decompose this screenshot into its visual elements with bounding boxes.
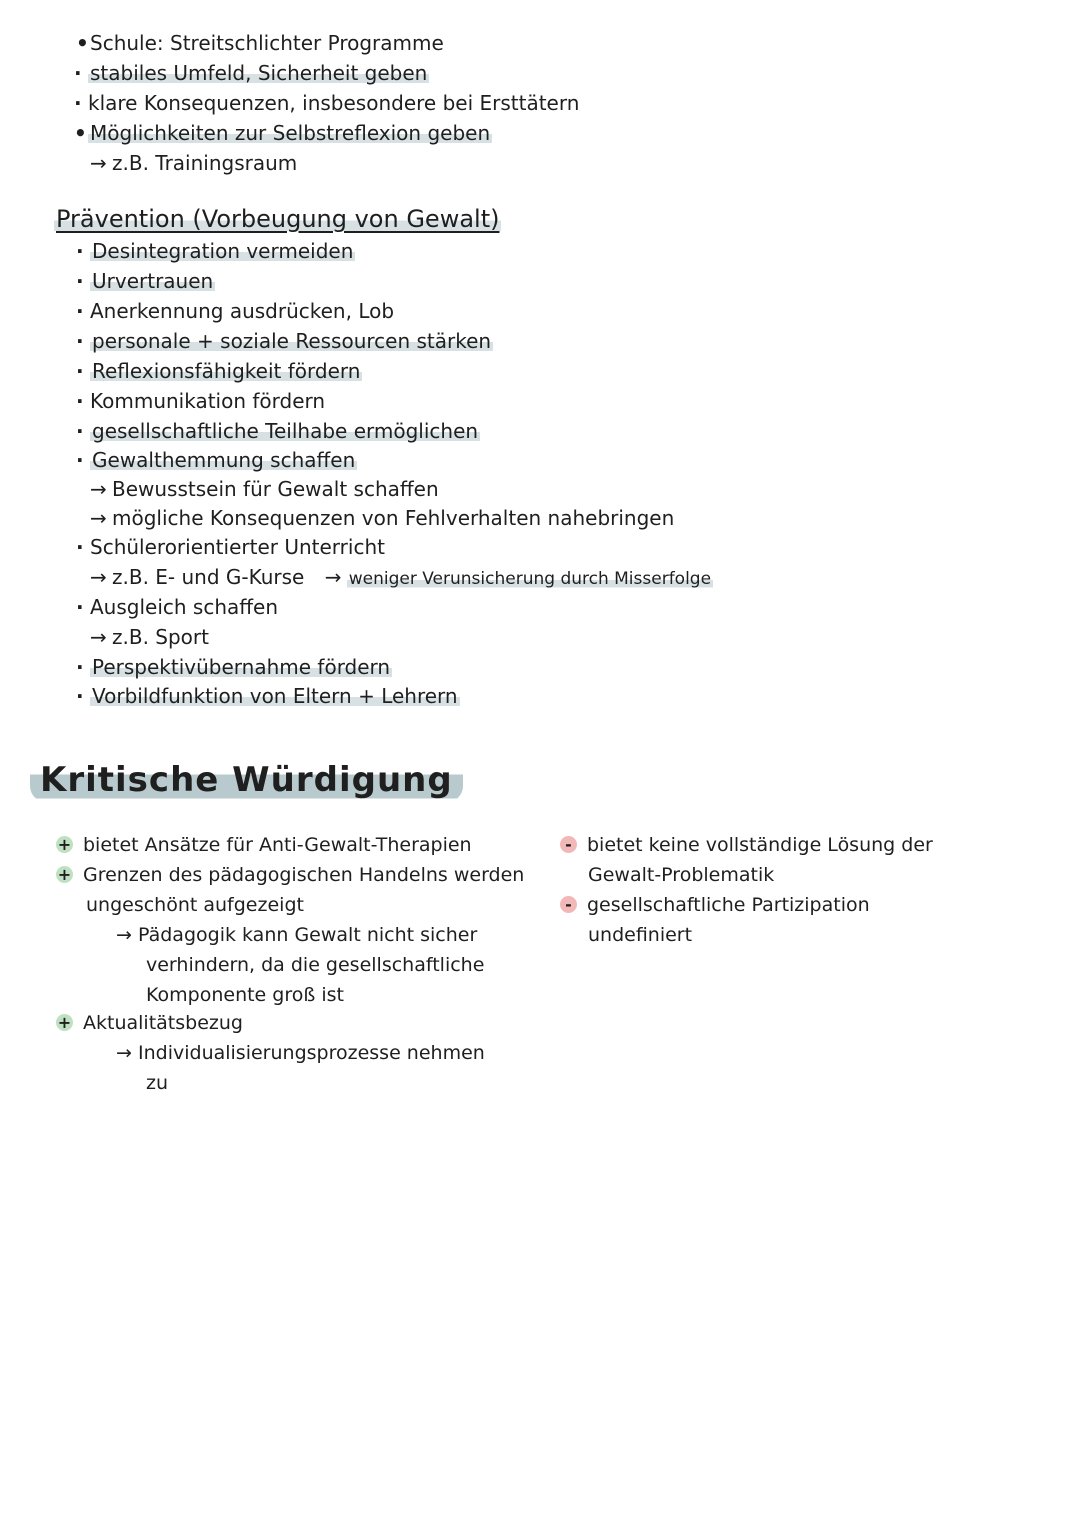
list-item: · gesellschaftliche Teilhabe ermöglichen — [76, 419, 479, 443]
arrow-icon: → — [90, 565, 107, 589]
list-item: · Reflexionsfähigkeit fördern — [76, 359, 361, 383]
con-item-continued: Gewalt-Problematik — [588, 864, 775, 886]
list-item: → z.B. Trainingsraum — [90, 151, 298, 175]
list-item: · Kommunikation fördern — [76, 389, 326, 413]
pro-subitem-continued: zu — [146, 1072, 169, 1094]
page-title: Kritische Würdigung — [30, 758, 463, 802]
pro-item: + Aktualitätsbezug — [57, 1012, 243, 1034]
list-item: · Schülerorientierter Unterricht — [76, 535, 385, 559]
con-item: - bietet keine vollständige Lösung der — [560, 832, 933, 858]
pro-subitem-continued: Komponente groß ist — [146, 984, 344, 1006]
list-item: · personale + soziale Ressourcen stärken — [76, 329, 492, 353]
list-item: · Vorbildfunktion von Eltern + Lehrern — [76, 684, 458, 708]
pro-item: + Grenzen des pädagogischen Handelns werden — [57, 864, 525, 886]
arrow-icon: → — [116, 1042, 132, 1064]
pro-item-continued: ungeschönt aufgezeigt — [86, 894, 304, 916]
plus-icon: + — [57, 835, 72, 854]
pro-item: + bietet Ansätze für Anti-Gewalt-Therapien — [57, 834, 472, 856]
list-item: · Desintegration vermeiden — [76, 239, 354, 263]
list-item: · Ausgleich schaffen — [76, 595, 279, 619]
arrow-icon: → — [90, 151, 107, 175]
section-heading: Prävention (Vorbeugung von Gewalt) — [56, 205, 500, 233]
list-item: → mögliche Konsequenzen von Fehlverhalten nahebringen — [90, 506, 675, 530]
list-item: · klare Konsequenzen, insbesondere bei Ersttätern — [74, 91, 580, 115]
plus-icon: + — [57, 865, 72, 884]
arrow-icon: → — [90, 625, 107, 649]
arrow-icon: → — [116, 924, 132, 946]
list-item: · Perspektivübernahme fördern — [76, 655, 391, 679]
list-item: · Gewalthemmung schaffen — [76, 448, 356, 472]
list-item: · Anerkennung ausdrücken, Lob — [76, 299, 395, 323]
plus-icon: + — [57, 1013, 72, 1032]
pro-subitem: → Pädagogik kann Gewalt nicht sicher — [116, 924, 478, 946]
list-item: •Schule: Streitschlichter Programme — [76, 31, 444, 55]
list-item: · stabiles Umfeld, Sicherheit geben — [74, 61, 428, 85]
con-item-continued: undefiniert — [588, 924, 693, 946]
list-item: → Bewusstsein für Gewalt schaffen — [90, 477, 439, 501]
pro-subitem-continued: verhindern, da die gesellschaftliche — [146, 954, 485, 976]
list-item: · Urvertrauen — [76, 269, 214, 293]
con-item: - gesellschaftliche Partizipation — [560, 892, 870, 918]
pro-subitem: → Individualisierungsprozesse nehmen — [116, 1042, 485, 1064]
list-item: • Möglichkeiten zur Selbstreflexion geben — [74, 121, 491, 145]
minus-icon: - — [560, 896, 577, 913]
arrow-icon: → — [90, 506, 107, 530]
minus-icon: - — [560, 836, 577, 853]
arrow-icon: → — [324, 565, 342, 589]
list-item: → z.B. E- und G-Kurse → weniger Verunsicherung durch Misserfolge — [90, 565, 712, 589]
arrow-icon: → — [90, 477, 107, 501]
list-item: → z.B. Sport — [90, 625, 209, 649]
